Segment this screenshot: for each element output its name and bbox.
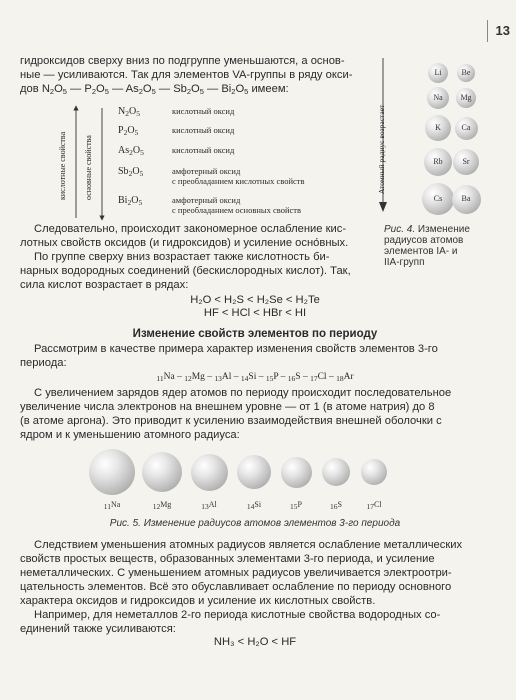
period-element: $_{13}$Al — [214, 372, 232, 383]
oxide-series: $N_2O_5$ — $P_2O_5$ — $As_2O_5$ — $Sb_2O_5$ — $Bi_2O_5$ — [41, 83, 249, 96]
atom-symbol: Na — [433, 93, 443, 102]
p5-line4: цательность элементов. Всё это обуславливает ослабление по периоду основного — [20, 581, 452, 593]
atom-ball — [281, 457, 312, 488]
paragraph-2 — [20, 222, 375, 292]
fig4-caption-3: элементов IA- и — [384, 246, 458, 257]
p2-line5: сила кислот возрастает в рядах: — [20, 279, 189, 291]
oxide-series-item: $P_2O_5$ — [84, 83, 109, 96]
paragraph-4 — [20, 386, 490, 442]
atom-label: $_{12}$Mg — [152, 500, 172, 511]
p1-line3-suffix: имеем: — [251, 83, 289, 95]
atom-label: $_{16}$S — [330, 500, 342, 511]
p2-line3: По группе сверху вниз возрастает также кислотность би- — [34, 251, 330, 263]
period-element: $_{12}$Mg — [184, 372, 205, 383]
atom-symbol: Sr — [462, 157, 470, 166]
period-3-series: $_{11}$Na – $_{12}$Mg – $_{13}$Al – $_{14}$Si – $_{15}$P – $_{16}$S – $_{17}$Cl – $_{18}$Ar — [156, 372, 354, 383]
p3-line1: Рассмотрим в качестве примера характер изменения свойств элементов 3-го — [34, 343, 438, 355]
base-axis-label: основные свойства — [84, 135, 93, 200]
radius-axis-label: Атомный радиус возрастает — [377, 104, 386, 194]
p1-line3-prefix: дов — [20, 83, 39, 95]
p5-line2: свойств простых веществ, образованных элементами 3-го периода, и усиление — [20, 553, 435, 565]
figure-5 — [90, 444, 430, 520]
fig4-caption-2: радиусов атомов — [384, 235, 464, 246]
p5-line3: неметаллических. С уменьшением атомных радиусов увеличивается электроотри- — [20, 567, 452, 579]
oxide-formula: $Bi_2O_5$ — [118, 195, 143, 207]
oxide-formula: $As_2O_5$ — [118, 145, 144, 157]
atom-symbol: Mg — [460, 93, 472, 102]
fig4-caption-4: IIA-групп — [384, 257, 425, 268]
p5-line1: Следствием уменьшения атомных радиусов является ослабление металлических — [34, 539, 463, 551]
atom-ball — [237, 455, 271, 489]
atom-label: $_{15}$P — [290, 500, 302, 511]
p4-line3: (в атоме аргона). Это приводит к усилению взаимодействия внешней оболочки с — [20, 415, 442, 427]
atom-symbol: Ca — [461, 123, 471, 132]
oxides-diagram — [50, 104, 370, 222]
oxide-description: амфотерный оксид с преобладанием основных свойств — [172, 195, 302, 215]
p6-line1: Например, для неметаллов 2-го периода кислотные свойства водородных со- — [34, 609, 441, 621]
fig4-caption-label: Рис. 4. — [384, 224, 416, 235]
p6-line2: единений также усиливаются: — [20, 623, 176, 635]
atom-label: $_{14}$Si — [246, 500, 262, 511]
p4-line2: увеличение числа электронов на внешнем уровне — от 1 (в атоме натрия) до 8 — [20, 401, 435, 413]
oxide-formula: $N_2O_5$ — [118, 106, 140, 118]
period-element: $_{17}$Cl — [310, 372, 327, 383]
oxide-series-item: $N_2O_5$ — [41, 83, 67, 96]
oxide-description: кислотный оксид — [172, 145, 235, 155]
atom-label: $_{13}$Al — [201, 500, 217, 511]
atom-symbol: Rb — [433, 157, 443, 166]
fig5-caption-text: Изменение радиусов атомов элементов 3-го периода — [143, 518, 401, 529]
period-element: $_{11}$Na — [156, 372, 175, 383]
p3-line2: периода: — [20, 357, 67, 369]
atom-ball — [191, 454, 228, 491]
p2-line2: лотных свойств оксидов (и гидроксидов) и усиление осно́вных. — [20, 237, 349, 249]
paragraph-6 — [20, 608, 490, 636]
atom-ball — [142, 452, 182, 492]
atom-symbol: Ba — [461, 194, 471, 203]
atom-symbol: Be — [461, 68, 471, 77]
period-element: $_{14}$Si — [240, 372, 257, 383]
oxide-series-item: $Sb_2O_5$ — [173, 83, 204, 96]
oxide-description: амфотерный оксид с преобладанием кислотных свойств — [172, 166, 305, 186]
atom-symbol: Li — [434, 68, 442, 77]
p1-line2: ные — усиливаются. Так для элементов VA-группы в ряду окси- — [20, 69, 353, 81]
p1-line3 — [20, 82, 375, 96]
p2-line1: Следовательно, происходит закономерное ослабление кис- — [34, 223, 347, 235]
acid-series-2: HF < HCl < HBr < HI — [203, 307, 307, 319]
acid-series-1: H₂O < H₂S < H₂Se < H₂Te — [190, 294, 320, 306]
oxide-description: кислотный оксид — [172, 106, 235, 116]
paragraph-1 — [20, 54, 375, 96]
p1-line1: гидроксидов сверху вниз по подгруппе уменьшаются, а основ- — [20, 55, 345, 67]
period-element: $_{16}$S — [287, 372, 301, 383]
atom-symbol: K — [435, 123, 441, 132]
oxide-formula: $Sb_2O_5$ — [118, 166, 144, 178]
paragraph-3 — [20, 342, 490, 370]
p4-line1: С увеличением зарядов ядер атомов по периоду происходит последовательное — [34, 387, 452, 399]
fig4-caption-1: Изменение — [417, 224, 470, 235]
acid-series-3: NH₃ < H₂O < HF — [213, 636, 297, 648]
paragraph-5 — [20, 538, 490, 608]
p5-line5: характера оксидов и гидроксидов и усиление их кислотных свойств. — [20, 595, 376, 607]
oxide-series-item: $Bi_2O_5$ — [221, 83, 249, 96]
oxide-series-item: $As_2O_5$ — [125, 83, 156, 96]
page-number: 13 — [487, 20, 510, 42]
atom-ball — [89, 449, 135, 495]
section-heading: Изменение свойств элементов по периоду — [132, 328, 378, 340]
acid-axis-label: кислотные свойства — [58, 131, 67, 200]
atom-symbol: Cs — [433, 194, 443, 203]
figure-5-caption — [20, 518, 490, 529]
p4-line4: ядром и к уменьшению атомного радиуса: — [20, 429, 240, 441]
atom-ball — [322, 458, 350, 486]
atom-label: $_{17}$Cl — [366, 500, 382, 511]
atom-label: $_{11}$Na — [103, 500, 121, 511]
fig5-caption-label: Рис. 5. — [109, 518, 141, 529]
figure-4-caption — [384, 224, 488, 268]
oxide-formula: $P_2O_5$ — [118, 125, 139, 137]
p2-line4: нарных водородных соединений (бескислородных кислот). Так, — [20, 265, 351, 277]
atom-ball — [361, 459, 387, 485]
period-element: $_{18}$Ar — [336, 372, 354, 383]
period-element: $_{15}$P — [265, 372, 279, 383]
oxide-description: кислотный оксид — [172, 125, 235, 135]
